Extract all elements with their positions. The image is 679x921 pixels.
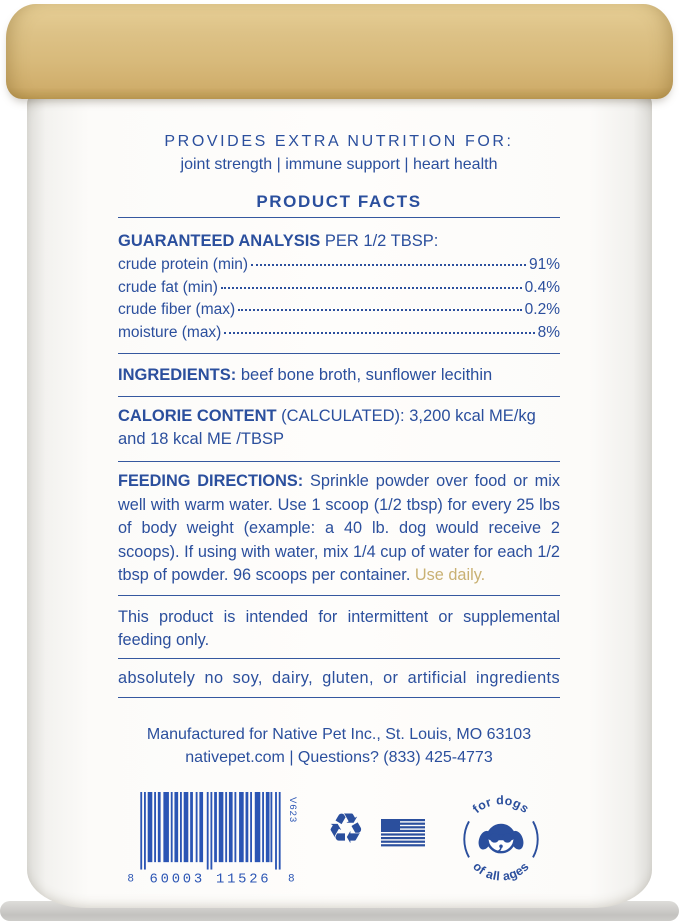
- barcode-digit-last: 8: [288, 873, 295, 886]
- divider: [118, 658, 560, 659]
- upc-barcode: [124, 792, 308, 888]
- ingredients-label: INGREDIENTS:: [118, 366, 237, 384]
- badge-top-text: for dogs: [469, 793, 532, 817]
- row-label: moisture (max): [118, 323, 222, 341]
- us-flag-icon: [381, 819, 425, 854]
- row-value: 0.4%: [524, 278, 560, 296]
- dot-leader: [221, 287, 522, 289]
- footer-contact: nativepet.com | Questions? (833) 425-4773: [185, 748, 493, 766]
- barcode-side-code: V623: [287, 797, 298, 824]
- no-claims-line: absolutely no soy, dairy, gluten, or artificial ingredients: [118, 668, 560, 687]
- badge-bottom-text: of all ages: [470, 859, 532, 884]
- dot-leader: [238, 309, 522, 311]
- feeding-directions-label: FEEDING DIRECTIONS:: [118, 472, 304, 490]
- product-facts-title: PRODUCT FACTS: [256, 192, 422, 211]
- recycle-icon: ♻: [327, 805, 365, 852]
- svg-text:for dogs: [470, 793, 532, 816]
- dog-face-icon: [476, 825, 525, 852]
- provides-heading: PROVIDES EXTRA NUTRITION FOR:: [164, 133, 514, 150]
- calorie-content-text: (CALCULATED): 3,200 kcal ME/kg and 18 kcal ME /TBSP: [118, 407, 536, 448]
- table-row: [118, 277, 560, 300]
- divider: [118, 353, 560, 354]
- container-lid: [6, 4, 673, 99]
- guaranteed-analysis-heading: [118, 231, 560, 251]
- use-daily-highlight: Use daily.: [414, 566, 486, 584]
- row-label: crude fiber (max): [118, 301, 236, 318]
- table-row: [118, 299, 560, 322]
- barcode-digits-left: 60003: [149, 871, 205, 888]
- divider: [118, 461, 560, 462]
- feeding-directions-text: Sprinkle powder over food or mix well with warm water. Use 1 scoop (1/2 tbsp) for every 25 lbs of body weight (example: a 40 lb. dog would receive 2 scoops). If using with water, mix 1/4 cup of water for each 1/2 tbsp of powder. 96 scoops per container.: [118, 472, 560, 584]
- row-value: 91%: [528, 256, 560, 273]
- feeding-directions-section: [118, 470, 560, 588]
- ingredients-section: [118, 364, 560, 386]
- guaranteed-analysis-heading-bold: GUARANTEED ANALYSIS: [118, 232, 321, 250]
- divider: [118, 595, 560, 596]
- footer: [118, 723, 560, 769]
- dot-leader: [251, 264, 526, 266]
- age-badge: [453, 789, 549, 890]
- ingredients-text: beef bone broth, sunflower lecithin: [236, 366, 493, 384]
- table-row: [118, 322, 560, 345]
- guaranteed-analysis-table: [118, 254, 560, 344]
- calorie-content-label: CALORIE CONTENT: [118, 407, 277, 425]
- divider: [118, 697, 560, 698]
- divider: [118, 396, 560, 397]
- table-row: [118, 254, 560, 277]
- row-label: crude protein (min): [118, 256, 249, 273]
- svg-text:of all ages: [470, 859, 532, 883]
- row-value: 0.2%: [524, 301, 560, 318]
- row-label: crude fat (min): [118, 278, 218, 296]
- barcode-digits-right: 11526: [216, 871, 272, 888]
- label-content: [118, 132, 560, 769]
- divider: [118, 217, 560, 218]
- guaranteed-analysis-heading-rest: PER 1/2 TBSP:: [320, 232, 439, 250]
- row-value: 8%: [537, 323, 560, 341]
- footer-address: Manufactured for Native Pet Inc., St. Louis, MO 63103: [146, 725, 532, 743]
- benefits-line: joint strength | immune support | heart health: [180, 156, 498, 173]
- barcode-bars: [140, 792, 280, 870]
- calorie-content-section: [118, 405, 560, 451]
- barcode-digit-first: 8: [127, 873, 135, 886]
- supplemental-note: This product is intended for intermittent or supplemental feeding only.: [118, 607, 560, 649]
- dot-leader: [224, 332, 534, 334]
